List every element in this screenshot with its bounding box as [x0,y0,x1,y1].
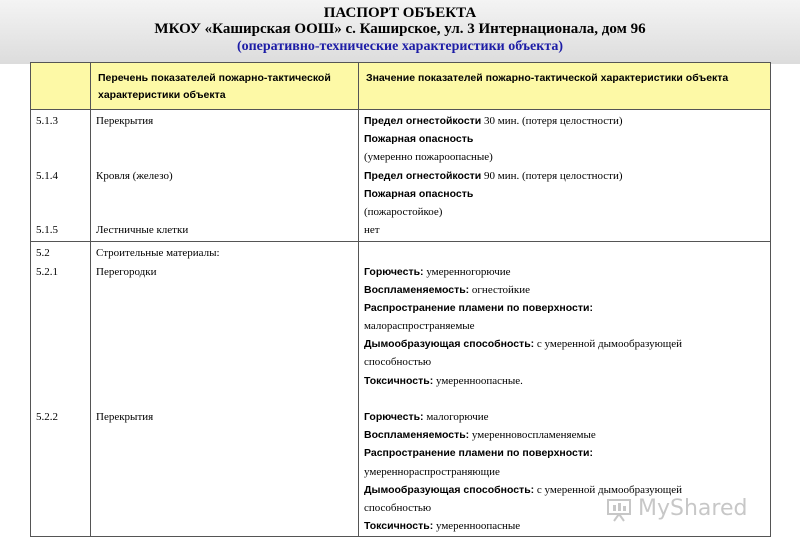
value-label: Дымообразующая способность: [364,483,535,496]
value-label: Пожарная опасность [364,133,474,146]
value-text: с умеренной дымообразующей [534,338,683,351]
value-label: Пожарная опасность [364,187,474,200]
page-title: ПАСПОРТ ОБЪЕКТА [323,5,477,21]
value-label: Распространение пламени по поверхности: [364,301,593,314]
value-text: способностью [364,356,432,369]
value-text: (пожаростойкое) [364,205,443,218]
value-text: умереннораспространяющие [364,465,500,478]
watermark [606,494,776,524]
row-num: 5.2 [36,247,50,260]
value-cell [359,110,771,242]
value-text: умеренноопасные. [433,374,523,387]
value-text: умеренногорючие [423,265,511,278]
value-cell [359,242,771,537]
value-text: умеренновоспламеняемые [469,429,596,442]
header-col1: Перечень показателей пожарно-тактической характеристики объекта [91,63,359,110]
value-label: Распространение пламени по поверхности: [364,447,593,460]
name-cell [91,242,359,537]
value-label: Токсичность: [364,374,434,387]
row-num: 5.1.5 [36,224,58,237]
value-label: Предел огнестойкости [364,115,482,127]
table-header-row [31,63,771,110]
value-text: огнестойкие [469,283,531,296]
value-label: Токсичность: [364,520,434,533]
value-label: Горючесть: [364,265,424,278]
name-cell [91,110,359,242]
value-text: умеренноопасные [433,520,521,533]
value-text: малораспространяемые [364,320,475,333]
num-cell [31,110,91,242]
page-subtitle: МКОУ «Каширская ООШ» с. Каширское, ул. 3 Интернационала, дом 96 [154,21,646,37]
row-num: 5.1.4 [36,169,58,182]
header-bar [0,0,800,64]
value-text: 90 мин. (потеря целостности) [481,169,623,182]
presentation-board-icon [606,496,632,522]
row-name: Перекрытия [96,115,154,127]
value-label: Воспламеняемость: [364,429,470,442]
value-text: 30 мин. (потеря целостности) [481,115,623,127]
value-text: с умеренной дымообразующей [534,483,683,496]
watermark-text: MyShared [638,496,748,521]
value-text: способностью [364,501,432,514]
row-num: 5.2.1 [36,265,58,278]
num-cell [31,242,91,537]
row-num: 5.1.3 [36,115,58,127]
value-label: Воспламеняемость: [364,283,470,296]
characteristics-table [30,62,771,537]
value-label: Дымообразующая способность: [364,338,535,351]
header-col2: Значение показателей пожарно-тактической характеристики объекта [359,63,771,110]
table-row [31,242,771,537]
header-num-cell [31,63,91,110]
value-label: Предел огнестойкости [364,169,482,182]
row-num: 5.2.2 [36,411,58,423]
page-note: (оперативно-технические характеристики объекта) [236,39,564,54]
row-name: Перегородки [96,265,157,278]
value-text: (умеренно пожароопасные) [364,151,493,164]
row-name: Перекрытия [96,411,154,423]
table-row [31,110,771,242]
value-label: Горючесть: [364,411,424,423]
value-text: нет [364,224,380,237]
row-name: Лестничные клетки [96,224,189,237]
value-text: малогорючие [423,411,489,423]
row-name: Строительные материалы: [96,247,220,260]
row-name: Кровля (железо) [96,169,173,182]
